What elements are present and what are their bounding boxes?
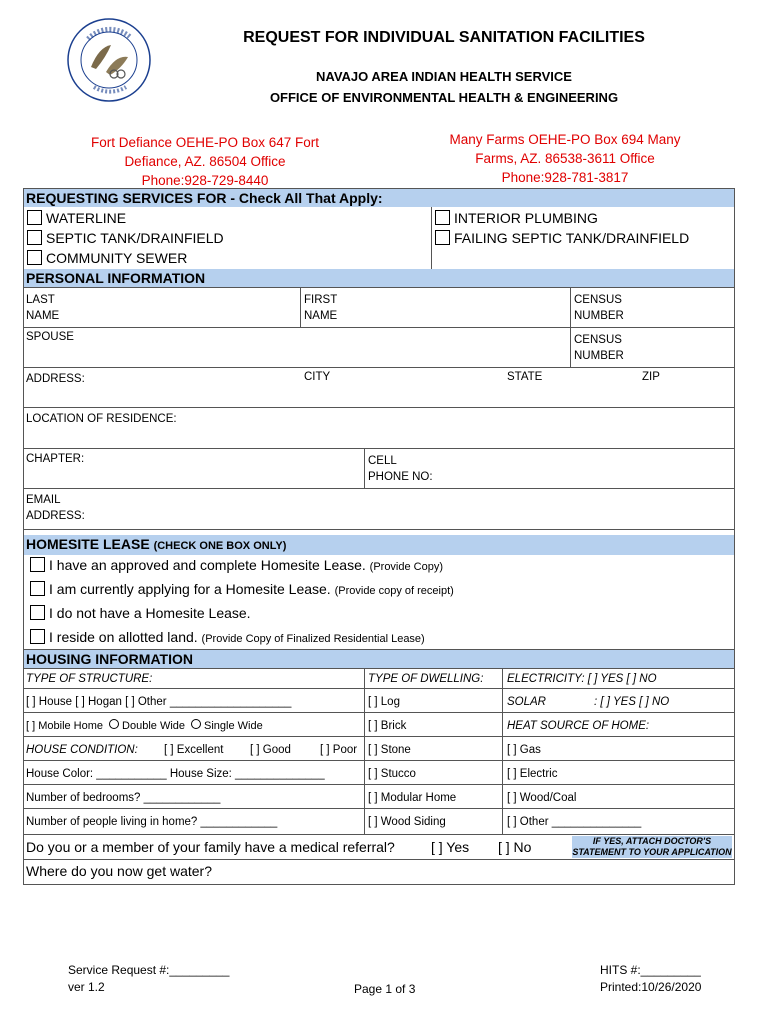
housing-heading: HOUSING INFORMATION	[24, 650, 734, 668]
address-field[interactable]: ADDRESS:	[26, 373, 85, 385]
heat-source-label: HEAT SOURCE OF HOME:	[507, 720, 650, 732]
hits-and-printed: HITS #:_________ Printed:10/26/2020	[600, 963, 702, 994]
homesite-option-approved[interactable]: I have an approved and complete Homesite Lease. (Provide Copy)	[30, 556, 443, 576]
failing-septic-option[interactable]: FAILING SEPTIC TANK/DRAINFIELD	[435, 229, 689, 247]
medical-referral-question: Do you or a member of your family have a medical referral?	[26, 839, 395, 855]
medical-no[interactable]: [ ] No	[498, 839, 532, 855]
fort-defiance-office: Fort Defiance OEHE-PO Box 647 Fort Defiance, AZ. 86504 Office Phone:928-729-8440	[90, 135, 320, 188]
census-number-field[interactable]: CENSUS NUMBER	[574, 294, 624, 322]
homesite-option-allotted[interactable]: I reside on allotted land. (Provide Copy of Finalized Residential Lease)	[30, 628, 425, 648]
location-field[interactable]: LOCATION OF RESIDENCE:	[26, 413, 177, 425]
homesite-allotted-checkbox[interactable]	[30, 629, 45, 644]
dwelling-wood-siding[interactable]: [ ] Wood Siding	[368, 816, 446, 828]
failing-septic-checkbox[interactable]	[435, 230, 450, 245]
office-name: OFFICE OF ENVIRONMENTAL HEALTH & ENGINEERING	[269, 90, 619, 105]
dwelling-brick[interactable]: [ ] Brick	[368, 720, 407, 732]
heat-electric[interactable]: [ ] Electric	[507, 768, 558, 780]
water-source-question[interactable]: Where do you now get water?	[26, 863, 212, 879]
structure-options[interactable]: [ ] House [ ] Hogan [ ] Other ___________________	[26, 696, 292, 708]
homesite-option-applying[interactable]: I am currently applying for a Homesite Lease. (Provide copy of receipt)	[30, 580, 454, 600]
double-wide-radio[interactable]	[109, 719, 119, 729]
state-field[interactable]: STATE	[507, 371, 543, 383]
personal-heading: PERSONAL INFORMATION	[24, 269, 734, 287]
services-heading: REQUESTING SERVICES FOR - Check All That Apply:	[24, 189, 734, 207]
community-sewer-option[interactable]: COMMUNITY SEWER	[27, 249, 187, 267]
condition-good[interactable]: [ ] Good	[250, 744, 291, 756]
page-number: Page 1 of 3	[354, 982, 416, 996]
agency-name: NAVAJO AREA INDIAN HEALTH SERVICE	[316, 69, 572, 84]
email-field[interactable]: EMAIL ADDRESS:	[26, 494, 85, 522]
homesite-approved-checkbox[interactable]	[30, 557, 45, 572]
spouse-field[interactable]: SPOUSE	[26, 331, 74, 343]
city-field[interactable]: CITY	[304, 371, 331, 383]
electricity-field[interactable]: ELECTRICITY: [ ] YES [ ] NO	[507, 673, 657, 685]
form-title: REQUEST FOR INDIVIDUAL SANITATION FACILITIES	[243, 29, 645, 46]
dwelling-stone[interactable]: [ ] Stone	[368, 744, 411, 756]
homesite-option-none[interactable]: I do not have a Homesite Lease.	[30, 604, 251, 622]
request-form	[23, 188, 735, 885]
interior-plumbing-option[interactable]: INTERIOR PLUMBING	[435, 209, 598, 227]
zip-field[interactable]: ZIP	[642, 371, 660, 383]
community-sewer-checkbox[interactable]	[27, 250, 42, 265]
waterline-option[interactable]: WATERLINE	[27, 209, 126, 227]
dwelling-stucco[interactable]: [ ] Stucco	[368, 768, 416, 780]
heat-wood-coal[interactable]: [ ] Wood/Coal	[507, 792, 577, 804]
waterline-checkbox[interactable]	[27, 210, 42, 225]
septic-checkbox[interactable]	[27, 230, 42, 245]
medical-yes[interactable]: [ ] Yes	[431, 839, 470, 855]
type-of-structure-label: TYPE OF STRUCTURE:	[26, 673, 153, 685]
septic-option[interactable]: SEPTIC TANK/DRAINFIELD	[27, 229, 224, 247]
service-request-number: Service Request #:_________ ver 1.2	[68, 963, 230, 994]
homesite-heading: HOMESITE LEASE (CHECK ONE BOX ONLY)	[24, 535, 734, 555]
condition-excellent[interactable]: [ ] Excellent	[164, 744, 224, 756]
cell-phone-field[interactable]: CELL PHONE NO:	[368, 455, 433, 483]
interior-plumbing-checkbox[interactable]	[435, 210, 450, 225]
many-farms-office: Many Farms OEHE-PO Box 694 Many Farms, AZ. 86538-3611 Office Phone:928-781-3817	[449, 132, 681, 185]
people-field[interactable]: Number of people living in home? ____________	[26, 816, 278, 828]
bedrooms-field[interactable]: Number of bedrooms? ____________	[26, 792, 221, 804]
house-condition-label: HOUSE CONDITION:	[26, 744, 138, 756]
dwelling-log[interactable]: [ ] Log	[368, 696, 400, 708]
solar-options[interactable]: : [ ] YES [ ] NO	[594, 696, 670, 708]
dwelling-modular[interactable]: [ ] Modular Home	[368, 792, 457, 804]
heat-other[interactable]: [ ] Other ______________	[507, 816, 642, 828]
condition-poor[interactable]: [ ] Poor	[320, 744, 358, 756]
solar-label: SOLAR	[507, 696, 546, 708]
last-name-field[interactable]: LAST NAME	[26, 294, 60, 322]
first-name-field[interactable]: FIRST NAME	[304, 294, 338, 322]
single-wide-radio[interactable]	[191, 719, 201, 729]
homesite-none-checkbox[interactable]	[30, 605, 45, 620]
type-of-dwelling-label: TYPE OF DWELLING:	[368, 673, 484, 685]
mobile-home-row[interactable]: [ ] Mobile Home Double Wide Single Wide	[26, 720, 263, 732]
house-color-size[interactable]: House Color: ___________ House Size: ______________	[26, 768, 325, 780]
homesite-applying-checkbox[interactable]	[30, 581, 45, 596]
spouse-census-field[interactable]: CENSUS NUMBER	[574, 334, 624, 362]
heat-gas[interactable]: [ ] Gas	[507, 744, 541, 756]
doctor-note-box: IF YES, ATTACH DOCTOR'S STATEMENT TO YOUR APPLICATION	[572, 836, 732, 857]
chapter-field[interactable]: CHAPTER:	[26, 453, 85, 465]
